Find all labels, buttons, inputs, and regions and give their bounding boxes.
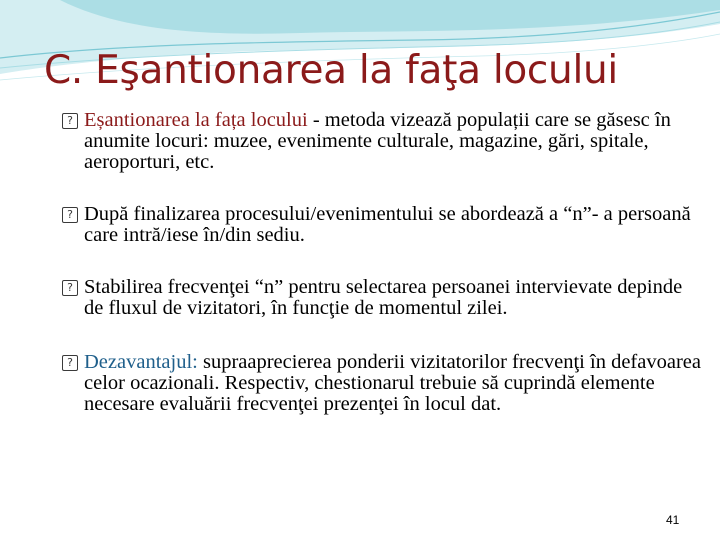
- bullet-text: După finalizarea procesului/evenimentului se abordează a “n”- a persoană care intră/iese în/din sediu.: [84, 203, 691, 246]
- missing-glyph-box-icon: ?: [62, 113, 78, 129]
- bullet-item: [62, 277, 702, 319]
- bullet-item: [62, 110, 702, 173]
- bullet-list: [62, 110, 702, 415]
- bullet-text: supraaprecierea ponderii vizitatorilor frecvenţi în defavoarea celor ocazionali. Respectiv, chestionarul trebuie să cuprindă elemente necesare evaluării frecvenţei prezenţei în locul dat.: [84, 351, 701, 415]
- highlighted-term: Dezavantajul:: [84, 351, 198, 373]
- bullet-item: [62, 352, 702, 415]
- bullet-item: [62, 204, 702, 246]
- missing-glyph-box-icon: ?: [62, 280, 78, 296]
- highlighted-term: Eșantionarea la fața locului: [84, 109, 308, 131]
- missing-glyph-box-icon: ?: [62, 207, 78, 223]
- bullet-text: Stabilirea frecvenţei “n” pentru selectarea persoanei intervievate depinde de fluxul de vizitatori, în funcţie de momentul zilei.: [84, 276, 683, 319]
- bullet-text: - metoda vizează populații care se găsesc în anumite locuri: muzee, evenimente culturale, magazine, gări, spitale, aeroporturi, etc.: [84, 109, 671, 173]
- slide-title: C. Eşantionarea la faţa locului: [44, 48, 618, 93]
- missing-glyph-box-icon: ?: [62, 355, 78, 371]
- page-number: 41: [666, 513, 680, 527]
